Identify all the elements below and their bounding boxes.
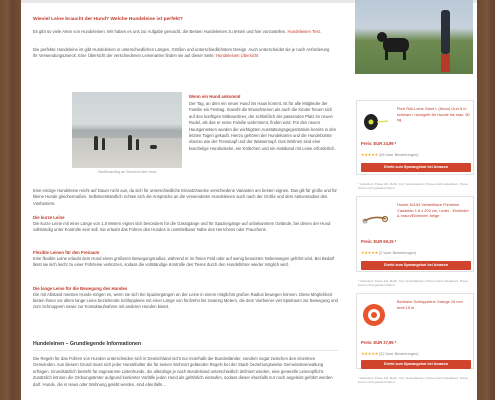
photo-dog-head (377, 32, 387, 42)
long-leash-heading: Die lange Leine für die Bewegung des Hundes (33, 286, 128, 291)
amazon-offer-button[interactable]: Direkt zum Sparangebot bei Amazon (361, 360, 471, 369)
photo-person (441, 10, 450, 54)
page (21, 0, 477, 400)
review-count: (2 User Bewertungen) (379, 251, 417, 255)
flexible-leash-heading: Flexible Leinen für den Freiraum (33, 250, 100, 255)
photo-person (128, 135, 132, 150)
product-card (356, 100, 474, 175)
photo-person (94, 136, 98, 150)
section-short-leash (33, 215, 338, 233)
main-content (29, 0, 341, 400)
basic-info-heading: Hundeleinen – Grundlegende Informationen (33, 341, 142, 347)
product-price: Preis: EUR 69,15 * (361, 239, 397, 244)
page-question-heading: Wieviel Leine braucht der Hund? Welche Hundeleine ist perfekt? (33, 17, 183, 22)
retractable-leash-icon (361, 107, 389, 137)
price-note: * Außerdem: Preise inkl. MwSt. zzgl. Versandkosten; Preise zuletzt aktualisiert. Preise können sich geändert haben. (358, 182, 468, 190)
basic-info-paragraph: Die Regeln für das Führen von Hunden unterscheiden sich in Deutschland nicht nur innerhalb der Bundesländer, sondern sogar zwischen den einzelnen Gemeinden. Aus diesem Grund muss sich jeder Hundehalter die für seinen Wohnort geltenden Regeln bei der Stadt- beziehungsweise Gemeindeverwaltung erfragen. Grundsätzlich besteht für sogenannte Listenhunde, die allerdings je nach Bundesland unterschiedlich definiert werden, eine generelle Leinenpflicht. Zusätzlich können die Ordnungsämter aufgrund konkreter Vorfälle jeden Hund als gefährlich einstufen, sodass dieser ebenfalls nur noch angeleint geführt werden darf. Hunde, die in Haus oder Wohnung gelebt werden, sind ebenfalls… (33, 356, 333, 387)
product-card (356, 196, 474, 272)
photo-person-legs (441, 54, 450, 72)
review-count: (22 User Bewertungen) (379, 352, 419, 356)
rating-stars: ★★★★★ (361, 251, 379, 255)
dog-on-leash-photo (355, 0, 473, 74)
section-flexible-leash (33, 250, 338, 268)
product-rating (361, 152, 418, 157)
intro2-text: Die perfekte Hundeleine ist gibt Hundeleinen in unterschiedlichen Längen, Größen und unterschiedlichstem Design. Auch unterscheidet sie je nach Anforderung ihr Verwendungszweck. Eine Übersicht der verschiedenen Leinenarten finden sie auf dieser Seite: (33, 47, 330, 59)
beach-image-figure (72, 92, 182, 174)
amazon-offer-button[interactable]: Direkt zum Sparangebot bei Amazon (361, 163, 471, 172)
sidebar (350, 0, 477, 400)
rating-stars: ★★★★★ (361, 352, 379, 356)
photo-sea (72, 130, 182, 138)
product-rating (361, 351, 418, 356)
beach-family-photo (72, 92, 182, 168)
photo-person (102, 138, 105, 150)
product-title-link[interactable]: Biothane Schleppleine Orange 15 mm breit 15 m (397, 299, 463, 310)
new-dog-heading: Wenn ein Hund ankommt (189, 94, 241, 99)
photo-dog-leg (385, 50, 388, 60)
long-leash-text: Die mit Abstand meisten Hunde mögen es, wenn sie sich bei Spaziergängen an der Leine in einem möglichst großen Radius bewegen können. Diese Möglichkeit bieten ihnen vor allem lange Leine beziehende Schleppleine mit einer Länge von fünfzehn bis zwanzig Metern, die dem Vierbeiner viel Spielraum zur Bewegung und zum Schnuppern sowie zur Kontaktaufnahme mit anderen Hunden bietet. (33, 291, 338, 310)
new-dog-paragraph: Der Tag, an dem ein neuer Hund ins Haus kommt, ist für alle Mitglieder der Familie ein Festtag. Sowohl die Erwachsenen als auch die Kinder freuen sich auf den künftigen Mitbewohner, der schließlich der passenden Platz im neuen Rudel, als das er seine Familie wahrnimmt, finden wird. Für den neuen Hausgenossen wurden die wichtigsten Ausstattungsgegenstände bereits in den letzten Tagen gekauft. Hierzu gehören der Hundekamm und die Hundebürste ebenso wie der Fressnapf und der Wassernapf. Das Wohnen sind eine kuschelige Hundedecke, ein Körbchen und ein Halsband mit Leine erforderlich. (189, 101, 337, 151)
intro-paragraph (33, 29, 333, 35)
intro-text: Es gibt so viele Arten von Hundeleinen. Wir haben es uns zur Aufgabe gemacht, die Besten Hundeleinen zu testen und hier vorzustellen. (33, 29, 287, 34)
product-price: Preis: EUR 37,95 * (361, 340, 397, 345)
price-note: * Außerdem: Preise inkl. MwSt. zzgl. Versandkosten; Preise zuletzt aktualisiert. Preise können sich geändert haben. (358, 279, 468, 287)
flexible-leash-text: Eine flexible Leine erlaubt dem Hund einen größeren Bewegungsradius, während er im freien Feld oder auf wenig benutzten Nebenwegen geführt wird. Bei Bedarf lässt sie sich leicht zu einer Führleine verkürzen, sodass die vollständige Kontrolle des Tieres durch den Hundeführer wieder möglich wird. (33, 255, 335, 267)
intro-paragraph-2 (33, 47, 333, 60)
leather-leash-icon (361, 203, 389, 233)
photo-dog-leg (403, 50, 406, 60)
hundeleinen-uebersicht-link[interactable]: Hundeleinen Übersicht (215, 53, 259, 59)
product-card (356, 293, 474, 369)
photo-dog (150, 145, 157, 149)
product-rating (361, 250, 416, 255)
rating-stars: ★★★★★ (361, 153, 379, 157)
section-long-leash (33, 286, 338, 311)
image-caption: Familienausflug am Strand mit dem Hund (97, 170, 157, 174)
product-price: Preis: EUR 24,99 * (361, 141, 397, 146)
review-count: (85 User Bewertungen) (379, 153, 419, 157)
product-title-link[interactable]: Hunter 61154 Verstellbare Führleine Canadian 1.8 x 200 cm, Leder - Elchleder & braun/Elchleder, beige (397, 202, 469, 219)
photo-person (136, 139, 139, 150)
leash-paragraph: Eine einzige Hundeleine reicht auf Dauer nicht aus, da sich für unterschiedliche Einsatzzwecke verschiedene Varianten am besten eignen. Das gilt für große und für kleine Hunde gleichermaßen. Selbstverständlich richten sich die Ansprüche an die verwendeten Hundeleinen auch nach der Größe und dem Aktionsradius des Vierbeiners. (33, 188, 337, 206)
amazon-offer-button[interactable]: Direkt zum Sparangebot bei Amazon (361, 261, 471, 270)
short-leash-text: Die kurze Leine mit einer Länge von 1,5 Metern eignet sich besonders für die Gassigänge und für Spaziergänge auf unbekanntem Gelände, bei denen der Hund vollständig unter Kontrolle sein soll. Sie erlaubt das Führen des Hundes in unmittelbarer Nähe des Herrchens oder Frauchens. (33, 220, 331, 232)
product-title-link[interactable]: Flexi Roll-Leine Giant L (Neon) Gurt 8 m schwarz / neongelb für Hunde bis max. 50 kg (397, 106, 470, 123)
hundeleinen-test-link[interactable]: Hundeleinen Test. (287, 29, 321, 34)
tracking-leash-icon (361, 300, 389, 330)
price-note: * Außerdem: Preise inkl. MwSt. zzgl. Versandkosten; Preise zuletzt aktualisiert. Preise können sich geändert haben. (358, 376, 468, 384)
short-leash-heading: Die kurze Leine (33, 215, 65, 220)
section-divider (33, 350, 338, 351)
